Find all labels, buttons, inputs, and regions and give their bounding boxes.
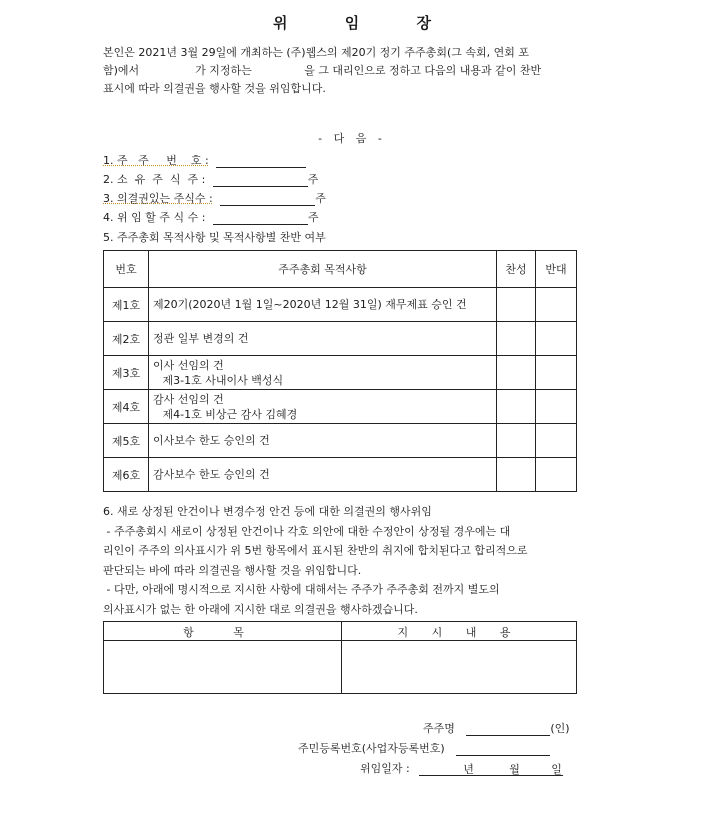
field-voting-shares	[103, 190, 326, 206]
item-6-line: 리인이 주주의 의사표시가 위 5번 항목에서 표시된 찬반의 취지에 합치된다고 합리적으로	[103, 544, 528, 557]
field-label: 2. 소 유 주 식 주 :	[103, 173, 206, 186]
row-num: 제3호	[104, 356, 149, 390]
table-row	[104, 322, 577, 356]
row-agenda	[149, 356, 497, 390]
header-num: 번호	[104, 251, 149, 288]
field-blank[interactable]	[216, 155, 306, 168]
header-no: 반대	[536, 251, 577, 288]
item-6-line: - 주주총회시 새로이 상정된 안건이나 각호 의안에 대한 수정안이 상정될 경우에는 대	[103, 524, 511, 538]
no-cell[interactable]	[536, 424, 577, 458]
item-5-heading: 5. 주주총회 목적사항 및 목적사항별 찬반 여부	[103, 231, 326, 244]
yes-cell[interactable]	[497, 288, 536, 322]
agenda-line: 정관 일부 변경의 건	[153, 332, 249, 345]
no-cell[interactable]	[536, 390, 577, 424]
row-agenda	[149, 390, 497, 424]
date-blank[interactable]	[419, 761, 563, 776]
section-heading: - 다 음 -	[318, 132, 386, 145]
agenda-line: 감사보수 한도 승인의 건	[153, 468, 270, 481]
field-owned-shares	[103, 171, 318, 187]
agenda-line: 제20기(2020년 1월 1일~2020년 12월 31일) 재무제표 승인 건	[153, 298, 467, 311]
signature-date-row	[360, 760, 563, 776]
row-num: 제4호	[104, 390, 149, 424]
no-cell[interactable]	[536, 356, 577, 390]
yes-cell[interactable]	[497, 424, 536, 458]
table-header-row	[104, 251, 577, 288]
intro-line: 본인은 2021년 3월 29일에 개최하는 (주)웹스의 제20기 정기 주주총회(그 속회, 연회 포	[103, 46, 529, 59]
field-suffix: 주	[307, 173, 319, 186]
field-label: 4. 위 임 할 주 식 수 :	[103, 211, 206, 224]
date-label: 위임일자 :	[360, 762, 410, 775]
no-cell[interactable]	[536, 322, 577, 356]
intro-paragraph	[103, 44, 608, 98]
header-agenda: 주주총회 목적사항	[149, 251, 497, 288]
no-cell[interactable]	[536, 288, 577, 322]
no-cell[interactable]	[536, 458, 577, 492]
yes-cell[interactable]	[497, 458, 536, 492]
item-6-line: 판단되는 바에 따라 의결권을 행사할 것을 위임합니다.	[103, 563, 362, 577]
field-delegated-shares	[103, 209, 319, 225]
yes-cell[interactable]	[497, 322, 536, 356]
row-num: 제1호	[104, 288, 149, 322]
row-num: 제6호	[104, 458, 149, 492]
field-label: 3. 의결권있는 주식수 :	[103, 192, 213, 205]
item-6-title: 6. 새로 상정된 안건이나 변경수정 안건 등에 대한 의결권의 행사위임	[103, 505, 432, 518]
item-6-section	[103, 502, 528, 619]
registration-number-blank[interactable]	[456, 743, 550, 756]
year-label: 년	[463, 763, 474, 776]
intro-line: 함)에서 가 지정하는 을 그 대리인으로 정하고 다음의 내용과 같이 찬반	[103, 64, 542, 77]
table-row	[104, 458, 577, 492]
header-item: 항 목	[183, 626, 262, 639]
registration-number-label: 주민등록번호(사업자등록번호)	[298, 742, 445, 755]
table-row	[104, 356, 577, 390]
agenda-line: 이사보수 한도 승인의 건	[153, 434, 270, 447]
item-6-line: - 다만, 아래에 명시적으로 지시한 사항에 대해서는 주주가 주주총회 전까지 별도의	[103, 583, 500, 596]
signature-name-row	[423, 720, 570, 736]
instruction-table	[103, 621, 577, 694]
row-agenda	[149, 322, 497, 356]
yes-cell[interactable]	[497, 356, 536, 390]
field-label: 1. 주 주 번 호 :	[103, 154, 209, 167]
intro-line: 표시에 따라 의결권을 행사할 것을 위임합니다.	[103, 82, 326, 95]
header-yes: 찬성	[497, 251, 536, 288]
field-blank[interactable]	[213, 212, 308, 225]
table-row	[104, 288, 577, 322]
field-blank[interactable]	[213, 174, 308, 187]
yes-cell[interactable]	[497, 390, 536, 424]
agenda-table	[103, 250, 577, 492]
field-suffix: 주	[315, 192, 326, 205]
table-row	[104, 424, 577, 458]
shareholder-name-blank[interactable]	[466, 723, 550, 736]
signature-id-row	[298, 740, 550, 756]
seal-label: (인)	[550, 722, 570, 735]
agenda-line: 이사 선임의 건	[153, 358, 224, 372]
day-label: 일	[551, 763, 562, 776]
row-agenda	[149, 424, 497, 458]
header-instruction: 지 시 내 용	[397, 626, 521, 639]
item-6-line: 의사표시가 없는 한 아래에 지시한 대로 의결권을 행사하겠습니다.	[103, 602, 418, 616]
field-shareholder-number	[103, 152, 306, 168]
shareholder-name-label: 주주명	[423, 722, 455, 735]
field-blank[interactable]	[220, 193, 315, 206]
month-label: 월	[509, 763, 520, 776]
agenda-subline: 제4-1호 비상근 감사 김혜경	[159, 407, 298, 421]
row-agenda	[149, 288, 497, 322]
row-agenda	[149, 458, 497, 492]
table-row	[104, 390, 577, 424]
document-title: 위 임 장	[273, 14, 457, 32]
agenda-subline: 제3-1호 사내이사 백성식	[159, 373, 284, 387]
row-num: 제5호	[104, 424, 149, 458]
field-suffix: 주	[307, 211, 319, 224]
agenda-line: 감사 선임의 건	[153, 392, 224, 406]
row-num: 제2호	[104, 322, 149, 356]
